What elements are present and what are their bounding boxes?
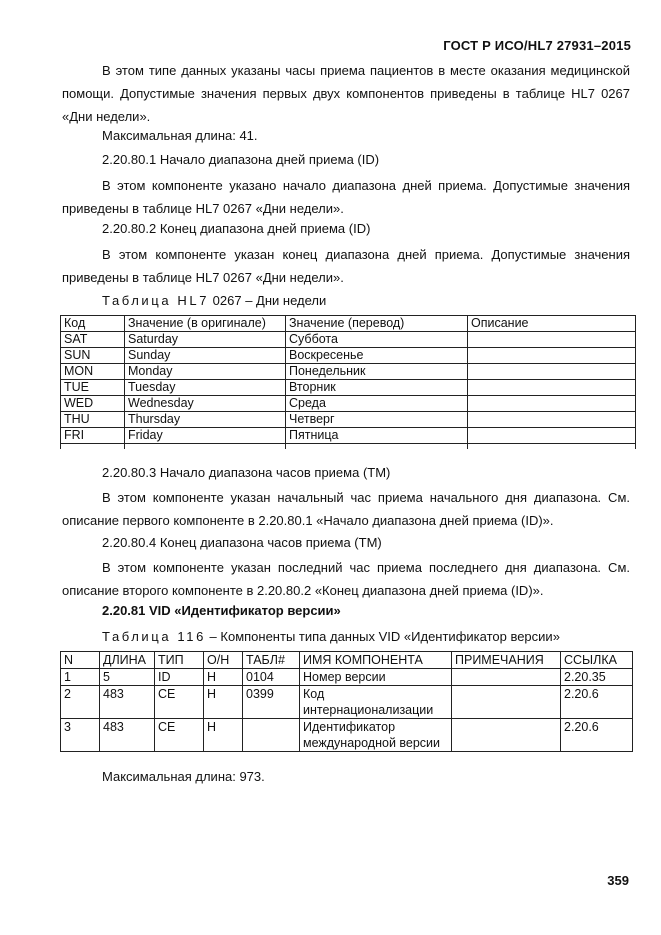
cell-code: MON <box>61 364 125 380</box>
column-header-code: Код <box>61 316 125 332</box>
column-header-table: ТАБЛ# <box>243 652 300 669</box>
cell-code: TUE <box>61 380 125 396</box>
cell-original: Friday <box>125 428 286 444</box>
cell-description <box>468 412 636 428</box>
cell-description <box>468 364 636 380</box>
section-heading-2-20-80-3: 2.20.80.3 Начало диапазона часов приема (TM) <box>102 465 391 480</box>
document-header: ГОСТ Р ИСО/HL7 27931–2015 <box>443 38 631 53</box>
column-header-notes: ПРИМЕЧАНИЯ <box>452 652 561 669</box>
caption-label: Таблица 116 <box>102 629 206 644</box>
caption-label: Таблица HL7 <box>102 293 210 308</box>
paragraph-hours-intro: В этом типе данных указаны часы приема пациентов в месте оказания медицинской помощи. Допустимые значения первых двух компонентов приведены в таблице HL7 0267 «Дни недели». <box>62 63 630 124</box>
paragraph-start-hours: В этом компоненте указан начальный час приема начального дня диапазона. См. описание первого компоненте в 2.20.80.1 «Начало диапазона дней приема (ID)». <box>62 490 630 528</box>
cell-description <box>468 396 636 412</box>
cell-component-name: Идентификатор международной версии <box>300 719 452 752</box>
cell-reference: 2.20.6 <box>561 686 633 719</box>
table-row <box>61 412 636 428</box>
table-continuation-row <box>61 444 636 450</box>
column-header-type: ТИП <box>155 652 204 669</box>
cell-description <box>468 428 636 444</box>
vid-components-table <box>60 651 633 752</box>
cell-reference: 2.20.6 <box>561 719 633 752</box>
max-length-note: Максимальная длина: 41. <box>102 128 258 143</box>
cell-original: Monday <box>125 364 286 380</box>
cell-n: 3 <box>61 719 100 752</box>
paragraph-end-days: В этом компоненте указан конец диапазона дней приема. Допустимые значения приведены в таблице HL7 0267 «Дни недели». <box>62 247 630 285</box>
section-heading-2-20-80-1: 2.20.80.1 Начало диапазона дней приема (ID) <box>102 152 380 167</box>
cell-optionality: Н <box>204 669 243 686</box>
cell-reference: 2.20.35 <box>561 669 633 686</box>
cell-description <box>468 332 636 348</box>
cell-original: Sunday <box>125 348 286 364</box>
column-header-optionality: О/Н <box>204 652 243 669</box>
cell-translation: Среда <box>286 396 468 412</box>
max-length-note-vid: Максимальная длина: 973. <box>102 769 265 784</box>
cell-code: SAT <box>61 332 125 348</box>
paragraph-end-hours: В этом компоненте указан последний час приема последнего дня диапазона. См. описание второго компоненте в 2.20.80.2 «Конец диапазона дней приема (ID)». <box>62 560 630 598</box>
section-heading-2-20-81: 2.20.81 VID «Идентификатор версии» <box>102 603 341 618</box>
cell-length: 483 <box>100 686 155 719</box>
cell-type: ID <box>155 669 204 686</box>
table-caption-116 <box>102 629 560 644</box>
table-header-row <box>61 652 633 669</box>
table-header-row <box>61 316 636 332</box>
cell-original: Saturday <box>125 332 286 348</box>
cell-notes <box>452 669 561 686</box>
table-row <box>61 719 633 752</box>
cell-notes <box>452 719 561 752</box>
cell-type: CE <box>155 719 204 752</box>
column-header-n: N <box>61 652 100 669</box>
cell-code: THU <box>61 412 125 428</box>
cell-n: 1 <box>61 669 100 686</box>
cell-description <box>468 380 636 396</box>
column-header-reference: ССЫЛКА <box>561 652 633 669</box>
cell-type: CE <box>155 686 204 719</box>
caption-number: 0267 <box>212 293 242 308</box>
cell-translation: Вторник <box>286 380 468 396</box>
cell-table: 0399 <box>243 686 300 719</box>
table-row <box>61 428 636 444</box>
section-heading-2-20-80-4: 2.20.80.4 Конец диапазона часов приема (TM) <box>102 535 382 550</box>
cell-original: Tuesday <box>125 380 286 396</box>
caption-title: – Компоненты типа данных VID «Идентификатор версии» <box>209 629 560 644</box>
table-row <box>61 396 636 412</box>
cell-optionality: Н <box>204 686 243 719</box>
table-caption-hl7-0267 <box>102 293 326 308</box>
cell-original: Thursday <box>125 412 286 428</box>
cell-code: FRI <box>61 428 125 444</box>
cell-table <box>243 719 300 752</box>
column-header-length: ДЛИНА <box>100 652 155 669</box>
caption-title: – Дни недели <box>245 293 327 308</box>
table-row <box>61 669 633 686</box>
column-header-translation: Значение (перевод) <box>286 316 468 332</box>
days-of-week-table <box>60 315 636 449</box>
cell-description <box>468 348 636 364</box>
column-header-original: Значение (в оригинале) <box>125 316 286 332</box>
cell-notes <box>452 686 561 719</box>
cell-table: 0104 <box>243 669 300 686</box>
cell-translation: Пятница <box>286 428 468 444</box>
cell-length: 5 <box>100 669 155 686</box>
cell-code: SUN <box>61 348 125 364</box>
paragraph-start-days: В этом компоненте указано начало диапазона дней приема. Допустимые значения приведены в таблице HL7 0267 «Дни недели». <box>62 178 630 216</box>
cell-translation: Четверг <box>286 412 468 428</box>
page-number: 359 <box>607 873 629 888</box>
section-heading-2-20-80-2: 2.20.80.2 Конец диапазона дней приема (ID) <box>102 221 371 236</box>
table-row <box>61 332 636 348</box>
cell-component-name: Код интернационализации <box>300 686 452 719</box>
cell-length: 483 <box>100 719 155 752</box>
cell-translation: Воскресенье <box>286 348 468 364</box>
table-row <box>61 348 636 364</box>
cell-optionality: Н <box>204 719 243 752</box>
table-row <box>61 686 633 719</box>
column-header-description: Описание <box>468 316 636 332</box>
cell-translation: Суббота <box>286 332 468 348</box>
cell-code: WED <box>61 396 125 412</box>
cell-n: 2 <box>61 686 100 719</box>
cell-original: Wednesday <box>125 396 286 412</box>
cell-translation: Понедельник <box>286 364 468 380</box>
cell-component-name: Номер версии <box>300 669 452 686</box>
table-row <box>61 380 636 396</box>
table-row <box>61 364 636 380</box>
column-header-component-name: ИМЯ КОМПОНЕНТА <box>300 652 452 669</box>
